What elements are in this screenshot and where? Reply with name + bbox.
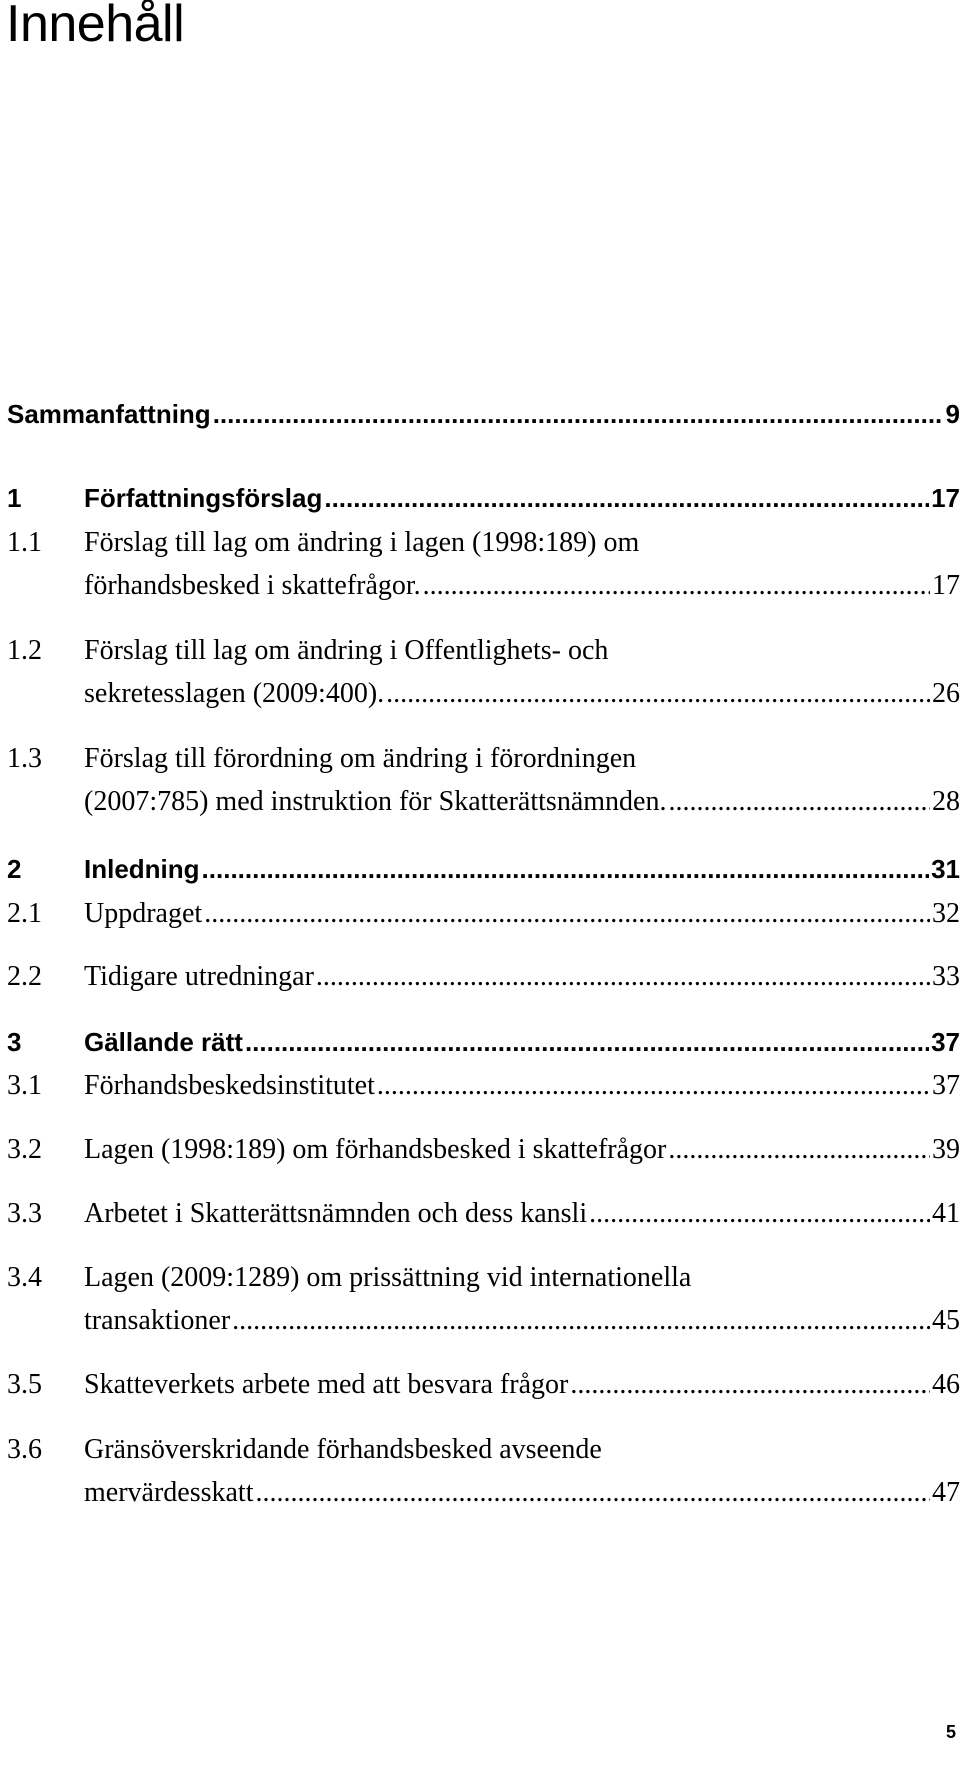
toc-entry-title: Förhandsbeskedsinstitutet — [84, 1070, 375, 1101]
toc-entry-number: 3.5 — [7, 1369, 42, 1400]
toc-entry-title: Sammanfattning — [7, 399, 211, 429]
toc-entry-title: Skatteverkets arbete med att besvara frågor — [84, 1369, 569, 1400]
toc-entry-number: 3.2 — [7, 1134, 42, 1165]
page-title: Innehåll — [6, 0, 185, 53]
toc-entry-title: Arbetet i Skatterättsnämnden och dess kansli — [84, 1198, 588, 1229]
toc-leader-dots — [668, 780, 930, 823]
toc-entry-title: Inledning — [84, 854, 200, 884]
toc-entry[interactable] — [7, 1128, 960, 1171]
toc-entry-page: 37 — [931, 1027, 960, 1057]
toc-leader-dots — [202, 848, 930, 891]
toc-entry[interactable] — [7, 521, 960, 607]
toc-entry-title: Lagen (2009:1289) om prissättning vid internationella — [84, 1262, 692, 1293]
toc-entry-page: 45 — [932, 1305, 960, 1336]
toc-entry-number: 2.2 — [7, 961, 42, 992]
toc-entry[interactable] — [7, 629, 960, 715]
toc-entry-number: 3.6 — [7, 1434, 42, 1465]
toc-entry[interactable] — [7, 1363, 960, 1406]
toc-entry-page: 17 — [931, 483, 960, 513]
toc-leader-dots — [377, 1064, 930, 1107]
toc-entry-page: 46 — [932, 1369, 960, 1400]
toc-entry[interactable] — [7, 1428, 960, 1514]
toc-entry-number: 2 — [7, 854, 22, 884]
toc-entry-number: 1.1 — [7, 527, 42, 558]
toc-leader-dots — [256, 1471, 931, 1514]
toc-leader-dots — [423, 564, 930, 607]
toc-entry-number: 1 — [7, 483, 22, 513]
toc-entry-title: Gällande rätt — [84, 1027, 243, 1057]
toc-entry-title: Förslag till lag om ändring i Offentlighets- och — [84, 635, 609, 666]
toc-entry[interactable] — [7, 955, 960, 998]
toc-leader-dots — [213, 393, 944, 436]
toc-entry-title: Tidigare utredningar — [84, 961, 314, 992]
toc-entry-title: sekretesslagen (2009:400). — [84, 678, 385, 709]
toc-entry[interactable] — [7, 1192, 960, 1235]
toc-entry[interactable] — [7, 1256, 960, 1342]
toc-entry-page: 17 — [932, 570, 960, 601]
toc-leader-dots — [204, 892, 930, 935]
toc-leader-dots — [589, 1192, 930, 1235]
toc-entry-title: (2007:785) med instruktion för Skatterättsnämnden. — [84, 786, 667, 817]
toc-entry-page: 47 — [932, 1477, 960, 1508]
toc-leader-dots — [245, 1021, 929, 1064]
toc-entry-title: förhandsbesked i skattefrågor. — [84, 570, 421, 601]
toc-entry-title: Förslag till förordning om ändring i förordningen — [84, 743, 637, 774]
toc-leader-dots — [386, 672, 930, 715]
toc-leader-dots — [324, 477, 929, 520]
toc-entry[interactable] — [7, 737, 960, 823]
toc-entry-title: Förslag till lag om ändring i lagen (1998:189) om — [84, 527, 640, 558]
toc-leader-dots — [668, 1128, 930, 1171]
toc-entry-page: 31 — [931, 854, 960, 884]
toc-entry-page: 9 — [945, 399, 960, 429]
toc-entry-title: Uppdraget — [84, 898, 203, 929]
toc-entry[interactable] — [7, 477, 960, 520]
toc-entry-page: 37 — [932, 1070, 960, 1101]
toc-entry-number: 1.2 — [7, 635, 42, 666]
toc-entry-title: transaktioner — [84, 1305, 231, 1336]
toc-leader-dots — [570, 1363, 930, 1406]
toc-entry-title: Lagen (1998:189) om förhandsbesked i skattefrågor — [84, 1134, 667, 1165]
toc-entry-page: 33 — [932, 961, 960, 992]
toc-entry-number: 3.3 — [7, 1198, 42, 1229]
toc-entry-page: 32 — [932, 898, 960, 929]
toc-entry-title: Författningsförslag — [84, 483, 323, 513]
toc-entry[interactable] — [7, 1064, 960, 1107]
toc-leader-dots — [316, 955, 930, 998]
toc-entry-page: 26 — [932, 678, 960, 709]
toc-entry-page: 28 — [932, 786, 960, 817]
toc-entry-number: 3 — [7, 1027, 22, 1057]
toc-entry-title: mervärdesskatt — [84, 1477, 254, 1508]
toc-entry-title: Gränsöverskridande förhandsbesked avseende — [84, 1434, 602, 1465]
toc-entry-page: 39 — [932, 1134, 960, 1165]
toc-entry-number: 3.4 — [7, 1262, 42, 1293]
toc-entry[interactable] — [7, 393, 960, 436]
page-number: 5 — [945, 1722, 956, 1742]
toc-entry[interactable] — [7, 1021, 960, 1064]
toc-entry-number: 1.3 — [7, 743, 42, 774]
toc-leader-dots — [232, 1299, 930, 1342]
toc-entry-number: 2.1 — [7, 898, 42, 929]
toc-entry[interactable] — [7, 848, 960, 891]
toc-entry-number: 3.1 — [7, 1070, 42, 1101]
toc-entry[interactable] — [7, 892, 960, 935]
toc-entry-page: 41 — [932, 1198, 960, 1229]
